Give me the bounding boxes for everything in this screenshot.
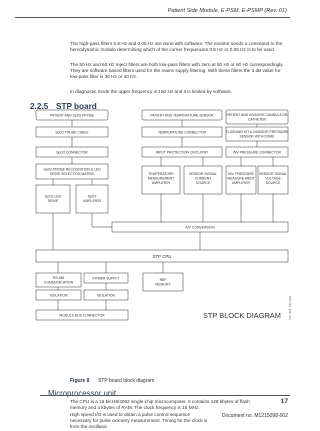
label-temp-connector: TEMPERATURE CONNECTOR [157,130,207,135]
label-inv-pressure-amp-1: INV. PRESSURE [228,172,254,176]
section-title: STP board [56,102,97,111]
label-spo2-amplifier-1: SpO2 [87,194,97,199]
label-sensor-signal-current-2: CURRENT [194,176,212,181]
label-spo2-trunk-cable: SpO2 TRUNK CABLE [55,130,89,135]
label-ad-conversion: A/D CONVERSION [185,225,215,230]
label-flushing-kit-2: SENSOR WITH DOME [239,134,275,139]
label-ref-memory-2: MEMORY [155,282,171,287]
figure-number: Figure 8 [70,378,90,384]
label-isolation-right: ISOLATION [97,293,115,298]
label-inv-pressure-connector: INV PRESSURE CONNECTOR [233,150,281,155]
label-sensor-signal-voltage-2: VOLTAGE [265,176,281,181]
figure-caption-text: STP board block diagram [98,378,155,384]
micro-paragraph-1: The CPU is a 16 bit H8/3052 single-chip microcomputer. It contains 128 kbytes of flash memory and 4 kbytes of RAM. The clock frequency is 16 MHz. [70,399,250,411]
label-power-supply: POWER SUPPLY [92,276,120,281]
label-temp-meas-amp-1: TEMPERATURE [148,172,174,176]
label-module-bus-connector: MODULE BUS CONNECTOR [59,313,105,318]
micro-paragraph-2: High speed I/O is used to obtain a pulse control sequence necessary for pulse oximetry measurement. Timing for the clock is from the oscillator. [70,412,208,430]
label-spo2-connector: SpO2 CONNECTOR [56,150,88,155]
diagram-side-code: STP_BLK_DIA_0005 [289,295,292,320]
label-inv-pressure-amp-3: AMPLIFIER [232,181,250,185]
label-rs485-2: COMMUNICATION [43,280,74,285]
figure-caption [70,378,154,384]
document-number: Document no. M1215098-002 [221,413,288,419]
intro-paragraph-2: The 50 Hz and 60 Hz reject filters are both low-pass filters with zero at 50 Hz or 60 Hz correspondingly. They are software based filters used for the mains supply filtering. With these filters the 3 dB value for low-pass filter is 30 Hz or 40 Hz. [70,62,284,80]
label-spo2-led-drive-1: SpO2 LED [44,194,62,199]
label-input-protection: INPUT PROTECTION CIRCUITRY [155,150,209,155]
label-sensor-signal-current-3: SOURCE [195,181,211,185]
section-number: 2.2.5 [30,102,49,111]
label-temp-meas-amp-2: MEASUREMENT [147,176,175,181]
label-patient-invasive-2: CATHETER [247,117,267,122]
label-spo2-led-drive-2: DRIVE [47,199,59,203]
label-isolation-left: ISOLATION [49,293,68,298]
page-number: 17 [280,398,288,405]
label-patient-spo2-probe: PATIENT AND SpO2 PROBE [49,113,95,118]
label-temp-meas-amp-3: AMPLIFIER [152,181,170,185]
label-patient-temp-sensor: PATIENT AND TEMPERATURE SENSOR [150,113,214,118]
label-spo2-probe-recognition-2: DRIVE SELECTION MATRIX [49,172,95,176]
label-inv-pressure-amp-2: MEASURE-MENT [227,176,255,181]
label-flushing-kit-1: FLUSHING KIT & INVASIVE PRESSURE [225,130,289,134]
label-spo2-probe-recognition-1: SpO2 PROBE RECOGNITION & LED [43,167,101,172]
label-stp-cpu: STP CPU [152,254,172,259]
running-header: Patient Side Module, E-PSM, E-PSMP (Rev. 01) [167,8,287,14]
subsection-heading: Microprocessor unit [48,389,117,398]
label-patient-invasive-1: PATIENT AND INVASIVE CANNULA OR [226,113,288,117]
label-ref-memory-1: REF [159,278,167,282]
label-sensor-signal-current-1: SENSOR SIGNAL [189,172,217,176]
label-sensor-signal-voltage-3: SOURCE [265,181,281,185]
label-spo2-amplifier-2: AMPLIFIER [83,199,101,203]
label-sensor-signal-voltage-1: SENSOR SIGNAL [259,172,287,176]
diagram-big-label: STP BLOCK DIAGRAM [203,311,281,320]
footer-rule [40,395,290,396]
label-rs485-1: RS-485 [52,276,65,280]
intro-paragraph-3: In diagnostic mode the upper frequency is 150 Hz and it is limited by software. [70,89,233,94]
intro-paragraph-1: The high-pass filters 0.5 Hz and 0.05 Hz are done with software. The monitor sends a command to the hemodynamic module determining which of the corner frequencies 0.5 Hz or 0.05 Hz is to be used. [70,41,283,53]
